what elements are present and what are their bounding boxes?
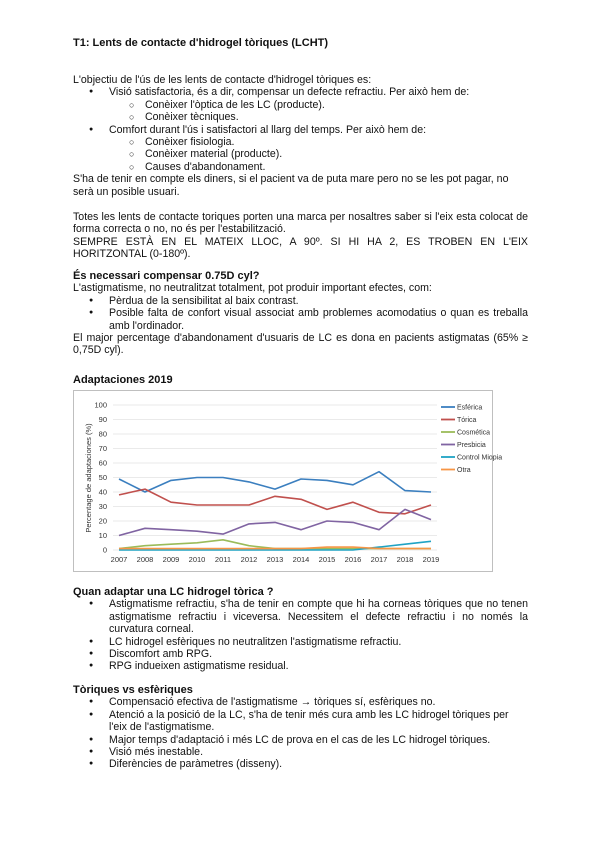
y-tick-label: 60: [98, 458, 107, 468]
x-tick-label: 2013: [266, 555, 284, 564]
list-item: ● Astigmatisme refractiu, s'ha de tenir en compte que hi ha corneas tòriques que no tenen astigmatisme refractiu i viceversa. Necessitem el defecte refractiu i no només la curvatura corneal.: [73, 598, 528, 635]
x-tick-label: 2018: [396, 555, 414, 564]
list-item: ● Posible falta de confort visual associat amb problemes acomodatius o quan es treballa amb l'ordinador.: [73, 307, 528, 332]
legend-label: Cosmética: [457, 429, 491, 437]
x-tick-label: 2019: [422, 555, 440, 564]
list-item: ● Visió satisfactoria, és a dir, compensar un defecte refractiu. Per això hem de:: [73, 86, 528, 98]
list-item: ● Visió més inestable.: [73, 746, 528, 758]
mark-paragraph: Totes les lents de contacte toriques porten una marca per nosaltres saber si l'eix esta colocat de forma correcta o no, no és per l'estabilització.: [73, 211, 528, 236]
quan-heading: Quan adaptar una LC hidrogel tòrica ?: [73, 586, 274, 598]
legend-label: Tórica: [457, 417, 477, 424]
list-item: ● Comfort durant l'ús i satisfactori al llarg del temps. Per això hem de:: [73, 124, 528, 136]
list-item: ● Compensació efectiva de l'astigmatisme → tòriques sí, esfèriques no.: [73, 696, 528, 708]
x-tick-label: 2011: [214, 555, 232, 564]
y-tick-label: 30: [98, 502, 107, 511]
list-item: ● Discomfort amb RPG.: [73, 648, 528, 660]
mark-caps: SEMPRE ESTÀ EN EL MATEIX LLOC, A 90º. SI HI HA 2, ES TROBEN EN L'EIX HORITZONTAL (0-180º).: [73, 235, 528, 261]
legend-label: Presbicia: [457, 442, 486, 449]
y-tick-label: 40: [98, 487, 107, 497]
x-tick-label: 2017: [370, 555, 388, 564]
y-tick-label: 90: [98, 415, 107, 424]
x-tick-label: 2009: [162, 555, 180, 564]
intro-lead: L'objectiu de l'ús de les lents de contacte d'hidrogel tòriques es:: [73, 74, 372, 86]
legend-label: Esférica: [457, 404, 483, 412]
x-tick-label: 2008: [136, 555, 154, 564]
list-item: ● Atenció a la posició de la LC, s'ha de tenir més cura amb les LC hidrogel tòriques per l'eix de l'astigmatisme.: [73, 709, 528, 734]
list-item: ● Diferències de paràmetres (disseny).: [73, 758, 528, 770]
y-tick-label: 50: [98, 473, 107, 482]
x-tick-label: 2012: [240, 555, 258, 564]
compensar-lead: L'astigmatisme, no neutralitzat totalment, pot produir important efectes, com:: [73, 282, 432, 295]
list-item: ○ Conèixer fisiologia.: [73, 136, 528, 148]
legend-label: Otra: [457, 467, 471, 474]
x-tick-label: 2016: [344, 555, 362, 564]
list-item: ○ Conèixer l'òptica de les LC (producte).: [73, 99, 528, 111]
toriques-heading: Tòriques vs esfèriques: [73, 684, 193, 696]
list-item: ○ Causes d'abandonament.: [73, 161, 528, 173]
mark-section: [73, 211, 528, 261]
page-title: T1: Lents de contacte d'hidrogel tòriques (LCHT): [73, 37, 329, 49]
list-item: ● RPG indueixen astigmatisme residual.: [73, 660, 528, 672]
y-tick-label: 70: [98, 444, 107, 453]
toriques-section: [73, 684, 528, 771]
adaptaciones-chart: [73, 390, 503, 572]
list-item: ○ Conèixer material (producte).: [73, 148, 528, 160]
intro-list: [73, 86, 528, 173]
compensar-tail: El major percentage d'abandonament d'usuaris de LC es dona en pacients astigmatas (65% ≥ 0,75D cyl).: [73, 332, 528, 357]
legend-label: Control Miopia: [457, 454, 503, 462]
chart-frame: [74, 391, 493, 572]
y-tick-label: 20: [98, 516, 107, 526]
intro-section: [73, 74, 528, 198]
quan-section: [73, 586, 528, 673]
list-item: ● Pèrdua de la sensibilitat al baix contrast.: [73, 295, 528, 307]
y-tick-label: 80: [98, 429, 107, 439]
adaptaciones-heading: Adaptaciones 2019: [73, 374, 173, 386]
money-paragraph: S'ha de tenir en compte els diners, si el pacient va de puta mare pero no se les pot pagar, no serà un posible usuari.: [73, 173, 509, 198]
y-tick-label: 0: [102, 545, 107, 555]
x-tick-label: 2007: [110, 555, 128, 564]
list-item: ● Major temps d'adaptació i més LC de prova en el cas de les LC hidrogel tòriques.: [73, 734, 528, 746]
compensar-heading: És necessari compensar 0.75D cyl?: [73, 270, 260, 282]
compensar-section: [73, 270, 528, 357]
y-tick-label: 100: [94, 400, 107, 410]
list-item: ● LC hidrogel esfèriques no neutralitzen l'astigmatisme refractiu.: [73, 636, 528, 648]
x-tick-label: 2010: [188, 555, 206, 564]
list-item: ○ Conèixer tècniques.: [73, 111, 528, 123]
y-axis-label: Percentage de adaptaciones (%): [84, 423, 93, 533]
x-tick-label: 2015: [318, 555, 336, 564]
y-tick-label: 10: [98, 531, 107, 540]
x-tick-label: 2014: [292, 555, 310, 564]
